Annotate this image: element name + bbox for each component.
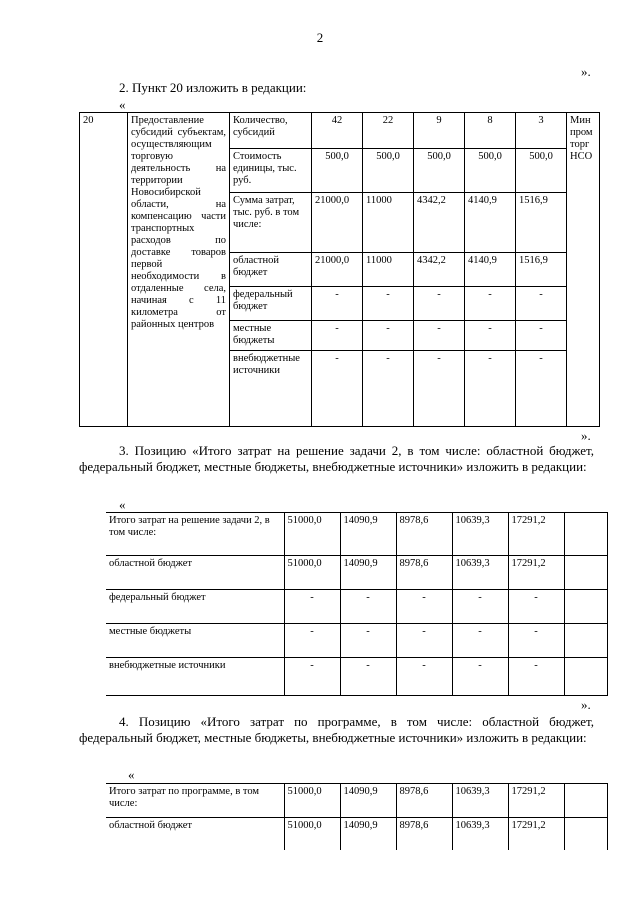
value-cell: 10639,3 bbox=[452, 784, 508, 818]
row-label: областной бюджет bbox=[230, 253, 312, 287]
value-cell: 11000 bbox=[363, 253, 414, 287]
value-cell: 3 bbox=[516, 113, 567, 149]
value-cell: - bbox=[284, 590, 340, 624]
value-cell: - bbox=[363, 287, 414, 321]
value-cell: 8978,6 bbox=[396, 556, 452, 590]
value-cell: 500,0 bbox=[516, 149, 567, 193]
empty-cell bbox=[564, 818, 607, 850]
value-cell: 51000,0 bbox=[284, 513, 340, 556]
value-cell: - bbox=[508, 624, 564, 658]
opening-quote: « bbox=[128, 767, 135, 782]
value-cell: 14090,9 bbox=[340, 818, 396, 850]
row-label: Итого затрат на решение задачи 2, в том числе: bbox=[106, 513, 284, 556]
row-label: Количество, субсидий bbox=[230, 113, 312, 149]
value-cell: - bbox=[284, 658, 340, 696]
value-cell: - bbox=[414, 287, 465, 321]
value-cell: - bbox=[516, 287, 567, 321]
paragraph-2: 2. Пункт 20 изложить в редакции: bbox=[119, 80, 307, 95]
value-cell: 17291,2 bbox=[508, 818, 564, 850]
value-cell: 1516,9 bbox=[516, 253, 567, 287]
value-cell: - bbox=[312, 287, 363, 321]
paragraph-3: 3. Позицию «Итого затрат на решение задачи 2, в том числе: областной бюджет, федеральный бюджет, местные бюджеты, внебюджетные источники» изложить в редакции: bbox=[79, 443, 594, 474]
value-cell: 42 bbox=[312, 113, 363, 149]
value-cell: - bbox=[516, 321, 567, 351]
value-cell: 51000,0 bbox=[284, 556, 340, 590]
value-cell: 4342,2 bbox=[414, 193, 465, 253]
closing-quote: ». bbox=[581, 428, 591, 443]
value-cell: 8978,6 bbox=[396, 784, 452, 818]
value-cell: 11000 bbox=[363, 193, 414, 253]
item-number-cell: 20 bbox=[80, 113, 128, 427]
value-cell: 9 bbox=[414, 113, 465, 149]
value-cell: - bbox=[452, 590, 508, 624]
value-cell: - bbox=[396, 590, 452, 624]
value-cell: 4140,9 bbox=[465, 253, 516, 287]
empty-cell bbox=[564, 624, 607, 658]
value-cell: 21000,0 bbox=[312, 253, 363, 287]
row-label: федеральный бюджет bbox=[106, 590, 284, 624]
value-cell: 51000,0 bbox=[284, 818, 340, 850]
value-cell: - bbox=[414, 351, 465, 427]
opening-quote: « bbox=[119, 497, 126, 512]
value-cell: - bbox=[508, 658, 564, 696]
value-cell: 500,0 bbox=[363, 149, 414, 193]
row-label: федеральный бюджет bbox=[230, 287, 312, 321]
value-cell: 14090,9 bbox=[340, 513, 396, 556]
value-cell: 51000,0 bbox=[284, 784, 340, 818]
closing-quote: ». bbox=[581, 697, 591, 712]
value-cell: - bbox=[452, 624, 508, 658]
empty-cell bbox=[564, 556, 607, 590]
row-label: областной бюджет bbox=[106, 818, 284, 850]
value-cell: 21000,0 bbox=[312, 193, 363, 253]
value-cell: 10639,3 bbox=[452, 556, 508, 590]
value-cell: - bbox=[414, 321, 465, 351]
value-cell: - bbox=[312, 351, 363, 427]
value-cell: - bbox=[465, 287, 516, 321]
value-cell: - bbox=[516, 351, 567, 427]
page-number: 2 bbox=[316, 30, 324, 45]
empty-cell bbox=[564, 658, 607, 696]
value-cell: 14090,9 bbox=[340, 556, 396, 590]
row-label: Итого затрат по программе, в том числе: bbox=[106, 784, 284, 818]
row-label: местные бюджеты bbox=[106, 624, 284, 658]
value-cell: - bbox=[465, 351, 516, 427]
value-cell: - bbox=[452, 658, 508, 696]
empty-cell bbox=[564, 590, 607, 624]
value-cell: 1516,9 bbox=[516, 193, 567, 253]
value-cell: - bbox=[312, 321, 363, 351]
value-cell: 4140,9 bbox=[465, 193, 516, 253]
executor-cell: Минпромторг НСО bbox=[567, 113, 600, 427]
value-cell: 22 bbox=[363, 113, 414, 149]
value-cell: 500,0 bbox=[414, 149, 465, 193]
table-task2-totals bbox=[106, 512, 608, 696]
value-cell: 8978,6 bbox=[396, 513, 452, 556]
value-cell: 500,0 bbox=[312, 149, 363, 193]
item-description-cell: Предоставление субсидий субъектам, осуществляющим торговую деятельность на территории Новосибирской области, на компенсацию части транспортных расходов по доставке товаров первой необходимости в отдаленные села, начиная с 11 километра от районных центров bbox=[128, 113, 230, 427]
row-label: областной бюджет bbox=[106, 556, 284, 590]
value-cell: - bbox=[340, 590, 396, 624]
empty-cell bbox=[564, 513, 607, 556]
value-cell: - bbox=[508, 590, 564, 624]
closing-quote: ». bbox=[581, 64, 591, 79]
value-cell: - bbox=[340, 658, 396, 696]
value-cell: 17291,2 bbox=[508, 556, 564, 590]
row-label: Стоимость единицы, тыс. руб. bbox=[230, 149, 312, 193]
value-cell: 10639,3 bbox=[452, 818, 508, 850]
row-label: местные бюджеты bbox=[230, 321, 312, 351]
value-cell: - bbox=[363, 351, 414, 427]
value-cell: 4342,2 bbox=[414, 253, 465, 287]
value-cell: 8978,6 bbox=[396, 818, 452, 850]
value-cell: - bbox=[396, 624, 452, 658]
table-item-20 bbox=[79, 112, 600, 427]
value-cell: 17291,2 bbox=[508, 513, 564, 556]
row-label: Сумма затрат, тыс. руб. в том числе: bbox=[230, 193, 312, 253]
value-cell: 10639,3 bbox=[452, 513, 508, 556]
value-cell: 500,0 bbox=[465, 149, 516, 193]
empty-cell bbox=[564, 784, 607, 818]
paragraph-4: 4. Позицию «Итого затрат по программе, в том числе: областной бюджет, федеральный бюджет, местные бюджеты, внебюджетные источники» изложить в редакции: bbox=[79, 714, 594, 745]
row-label: внебюджетные источники bbox=[230, 351, 312, 427]
value-cell: 14090,9 bbox=[340, 784, 396, 818]
value-cell: - bbox=[465, 321, 516, 351]
value-cell: 8 bbox=[465, 113, 516, 149]
value-cell: - bbox=[284, 624, 340, 658]
table-program-totals bbox=[106, 783, 608, 850]
value-cell: 17291,2 bbox=[508, 784, 564, 818]
value-cell: - bbox=[396, 658, 452, 696]
row-label: внебюджетные источники bbox=[106, 658, 284, 696]
value-cell: - bbox=[340, 624, 396, 658]
opening-quote: « bbox=[119, 97, 126, 112]
value-cell: - bbox=[363, 321, 414, 351]
